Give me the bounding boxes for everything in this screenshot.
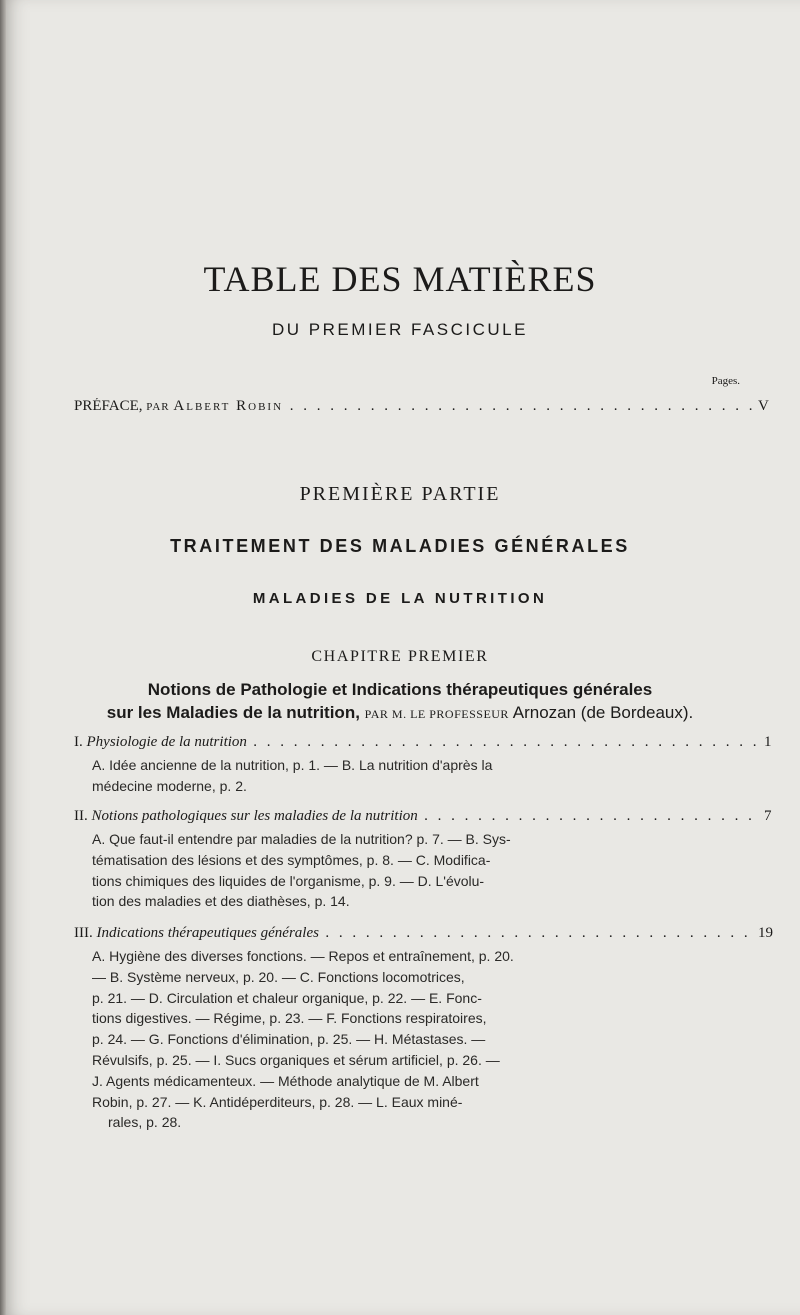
chapter-heading-author: Arnozan (de Bordeaux). bbox=[512, 703, 694, 722]
description-line: tématisation des lésions et des symptômes, p. 8. — C. Modifica- bbox=[92, 851, 491, 868]
description-line: p. 24. — G. Fonctions d'élimination, p. 25. — H. Métastases. — bbox=[92, 1031, 486, 1048]
description-line: médecine moderne, p. 2. bbox=[92, 777, 247, 794]
description-line: tions chimiques des liquides de l'organisme, p. 9. — D. L'évolu- bbox=[92, 872, 485, 889]
toc-entry-2 bbox=[74, 808, 762, 825]
toc-entry-page-number: 19 bbox=[758, 925, 773, 941]
toc-entry-title: Indications thérapeutiques générales . . . bbox=[97, 925, 759, 941]
page-subtitle: DU PREMIER FASCICULE bbox=[272, 320, 528, 339]
pages-column-label: Pages. bbox=[711, 375, 740, 387]
description-line: tion des maladies et des diathèses, p. 14. bbox=[92, 893, 350, 910]
chapter-heading-bold: sur les Maladies de la nutrition, bbox=[106, 703, 360, 722]
description-line: J. Agents médicamenteux. — Méthode analytique de M. Albert bbox=[92, 1072, 479, 1089]
description-line: A. Idée ancienne de la nutrition, p. 1. — B. La nutrition d'après la bbox=[92, 757, 493, 773]
toc-entry-description bbox=[92, 829, 770, 912]
toc-entry-number: I. bbox=[74, 734, 83, 750]
section-title: TRAITEMENT DES MALADIES GÉNÉRALES bbox=[170, 536, 630, 556]
description-line: tions digestives. — Régime, p. 23. — F. Fonctions respiratoires, bbox=[92, 1010, 487, 1027]
description-line: Révulsifs, p. 25. — I. Sucs organiques et sérum artificiel, p. 26. — bbox=[92, 1051, 500, 1068]
chapter-title: CHAPITRE PREMIER bbox=[311, 648, 489, 665]
toc-entry-page-number: 7 bbox=[764, 808, 772, 824]
toc-entry-description bbox=[92, 946, 770, 1133]
toc-entry-number: III. bbox=[74, 925, 93, 941]
chapter-heading-line1: Notions de Pathologie et Indications thérapeutiques générales bbox=[147, 680, 653, 699]
toc-entry-number: II. bbox=[74, 808, 88, 824]
description-line: Robin, p. 27. — K. Antidéperditeurs, p. 28. — L. Eaux miné- bbox=[92, 1093, 463, 1110]
toc-entry-preface bbox=[74, 398, 764, 415]
page-title: TABLE DES MATIÈRES bbox=[203, 259, 597, 299]
chapter-heading-by: PAR M. LE PROFESSEUR bbox=[364, 707, 509, 721]
toc-entry-title: Notions pathologiques sur les maladies de la nutrition . . . bbox=[92, 808, 763, 824]
subsection-title: MALADIES DE LA NUTRITION bbox=[252, 590, 548, 607]
toc-entry-page-number: 1 bbox=[764, 734, 772, 750]
toc-entry-description bbox=[92, 755, 770, 797]
part-title: PREMIÈRE PARTIE bbox=[299, 483, 501, 505]
toc-entry-1 bbox=[74, 734, 762, 751]
preface-author: Albert Robin . . . bbox=[173, 398, 764, 414]
toc-entry-title: Physiologie de la nutrition . . . bbox=[87, 734, 763, 750]
preface-page-number: V bbox=[758, 398, 769, 414]
description-line: — B. Système nerveux, p. 20. — C. Fonctions locomotrices, bbox=[92, 968, 465, 985]
toc-entry-3 bbox=[74, 925, 758, 942]
description-line: p. 21. — D. Circulation et chaleur organique, p. 22. — E. Fonc- bbox=[92, 989, 482, 1006]
description-line: A. Hygiène des diverses fonctions. — Repos et entraînement, p. 20. bbox=[92, 948, 514, 964]
description-line: rales, p. 28. bbox=[108, 1114, 182, 1131]
preface-by: PAR bbox=[146, 401, 170, 413]
chapter-heading-line2 bbox=[0, 703, 800, 723]
preface-label: PRÉFACE, bbox=[74, 398, 143, 414]
description-line: A. Que faut-il entendre par maladies de la nutrition? p. 7. — B. Sys- bbox=[92, 831, 511, 847]
